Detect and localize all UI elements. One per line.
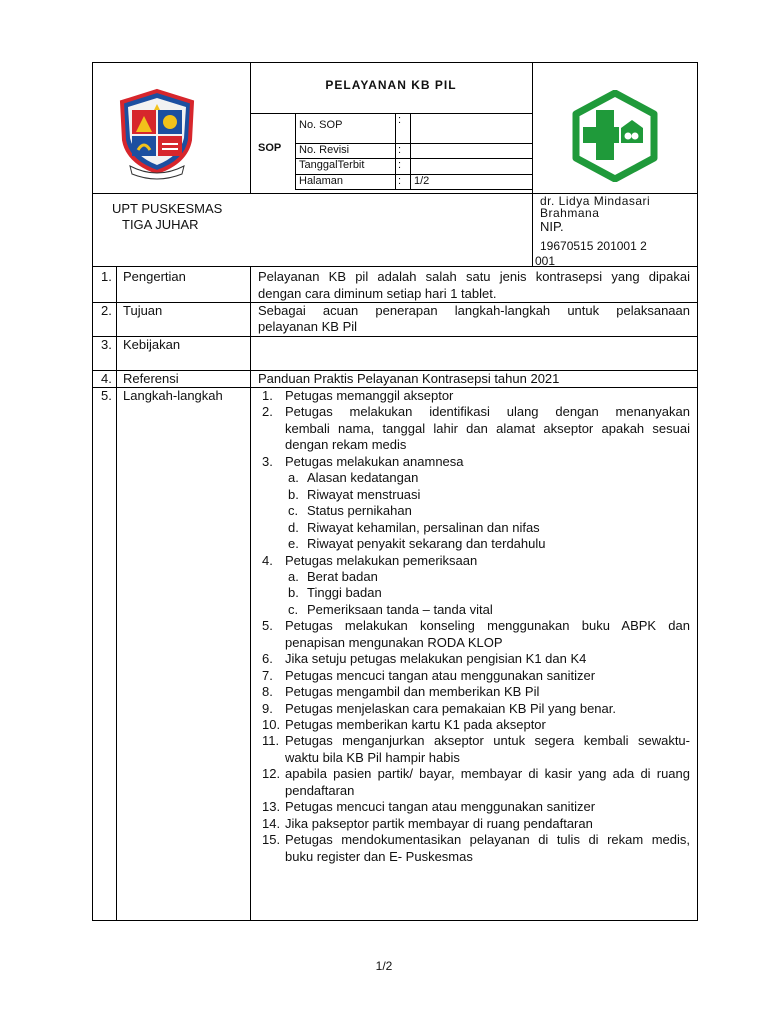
step-number: 13. — [262, 799, 281, 815]
meta-label-no-revisi: No. Revisi — [299, 144, 350, 156]
org-name-line1: UPT PUSKESMAS — [112, 201, 223, 216]
step-number: 7. — [262, 667, 273, 683]
step-number: 12. — [262, 766, 281, 782]
meta-label-halaman: Halaman — [299, 175, 344, 187]
section-label-referensi: Referensi — [123, 371, 179, 386]
step-number: 11. — [262, 733, 280, 749]
pengertian-text-line1: Pelayanan KB pil adalah salah satu jenis kontrasepsi yang dipakai — [258, 269, 690, 284]
tujuan-text-line2: pelayanan KB Pil — [258, 319, 358, 334]
section-label-pengertian: Pengertian — [123, 269, 186, 284]
sub-step-letter: a. — [288, 568, 299, 584]
signatory-nip-label: NIP. — [540, 219, 564, 234]
signatory-name-line2: Brahmana — [540, 206, 600, 220]
step-text: Petugas mengambil dan memberikan KB Pil — [285, 684, 540, 700]
sub-step-text: Riwayat penyakit sekarang dan terdahulu — [307, 536, 546, 552]
step-text: Petugas menganjurkan akseptor untuk segera kembali sewaktu- — [285, 733, 690, 749]
section-number: 2. — [101, 303, 112, 318]
step-text: Petugas melakukan identifikasi ulang dengan menanyakan — [285, 404, 690, 420]
step-text: Petugas memanggil akseptor — [285, 388, 454, 403]
section-number: 5. — [101, 388, 112, 403]
step-number: 10. — [262, 717, 281, 732]
step-text: Petugas melakukan anamnesa — [285, 453, 464, 469]
sub-step-letter: a. — [288, 470, 299, 486]
sop-label: SOP — [258, 142, 282, 154]
step-text: apabila pasien partik/ bayar, membayar di kasir yang ada di ruang — [285, 766, 690, 782]
step-number: 3. — [262, 453, 273, 469]
meta-sep-no-sop: : — [398, 114, 402, 126]
step-number: 5. — [262, 618, 273, 634]
section-label-kebijakan: Kebijakan — [123, 337, 181, 352]
section-number: 1. — [101, 269, 112, 284]
regency-emblem-icon — [116, 88, 198, 180]
section-label-tujuan: Tujuan — [123, 303, 163, 318]
sub-step-letter: b. — [288, 486, 299, 502]
meta-label-tanggal-terbit: TanggalTerbit — [299, 159, 365, 171]
step-text: Petugas mencuci tangan atau menggunakan sanitizer — [285, 799, 596, 815]
section-number: 4. — [101, 371, 112, 386]
step-text: penapisan mengunakan RODA KLOP — [285, 634, 503, 650]
meta-value-halaman: 1/2 — [414, 175, 430, 187]
meta-sep-halaman: : — [398, 175, 402, 187]
signatory-nip-line2: 001 — [535, 254, 556, 268]
meta-label-no-sop: No. SOP — [299, 119, 343, 131]
step-number: 8. — [262, 684, 273, 700]
signatory-name-line1: dr. Lidya Mindasari — [540, 194, 651, 208]
step-text: kembali nama, tanggal lahir dan alamat akseptor apakah sesuai — [285, 420, 690, 436]
step-text: dengan rekam medis — [285, 437, 407, 453]
sub-step-text: Status pernikahan — [307, 503, 412, 519]
step-number: 4. — [262, 552, 273, 568]
puskesmas-logo-icon — [569, 90, 661, 182]
section-label-langkah: Langkah-langkah — [123, 388, 223, 403]
referensi-text: Panduan Praktis Pelayanan Kontrasepsi tahun 2021 — [258, 371, 560, 386]
step-text: Petugas mendokumentasikan pelayanan di tulis di rekam medis, — [285, 832, 690, 848]
sub-step-text: Alasan kedatangan — [307, 470, 419, 486]
org-name-line2: TIGA JUHAR — [122, 217, 199, 232]
step-text: Petugas mencuci tangan atau menggunakan sanitizer — [285, 667, 596, 683]
step-text: Petugas melakukan konseling menggunakan buku ABPK dan — [285, 618, 690, 634]
signatory-nip-line1: 19670515 201001 2 — [540, 239, 647, 253]
step-text: pendaftaran — [285, 782, 355, 798]
step-text: Jika setuju petugas melakukan pengisian K1 dan K4 — [285, 651, 587, 667]
step-number: 2. — [262, 404, 273, 420]
tujuan-text-line1: Sebagai acuan penerapan langkah-langkah untuk pelaksanaan — [258, 303, 690, 318]
sub-step-letter: d. — [288, 519, 299, 535]
sub-step-text: Pemeriksaan tanda – tanda vital — [307, 601, 493, 617]
pengertian-text-line2: dengan cara diminum setiap hari 1 tablet. — [258, 286, 497, 301]
sub-step-text: Berat badan — [307, 568, 378, 584]
step-text: waktu bila KB Pil hampir habis — [285, 749, 460, 765]
step-number: 6. — [262, 651, 273, 667]
sub-step-letter: c. — [288, 601, 299, 617]
step-text: Petugas menjelaskan cara pemakaian KB Pil yang benar. — [285, 700, 616, 716]
sub-step-letter: c. — [288, 503, 299, 519]
step-text: Petugas melakukan pemeriksaan — [285, 552, 478, 568]
meta-sep-tanggal-terbit: : — [398, 159, 402, 171]
sub-step-letter: b. — [288, 585, 299, 601]
sub-step-text: Tinggi badan — [307, 585, 382, 601]
sub-step-letter: e. — [288, 536, 299, 552]
meta-sep-no-revisi: : — [398, 144, 402, 156]
step-text: Petugas memberikan kartu K1 pada akseptor — [285, 717, 546, 732]
step-number: 14. — [262, 815, 281, 831]
document-title: PELAYANAN KB PIL — [325, 78, 457, 92]
step-text: Jika pakseptor partik membayar di ruang pendaftaran — [285, 815, 593, 831]
section-number: 3. — [101, 337, 112, 352]
page-number: 1/2 — [375, 959, 393, 973]
sub-step-text: Riwayat menstruasi — [307, 486, 421, 502]
step-number: 15. — [262, 832, 281, 848]
step-number: 9. — [262, 700, 273, 716]
sub-step-text: Riwayat kehamilan, persalinan dan nifas — [307, 519, 540, 535]
step-number: 1. — [262, 388, 273, 403]
step-text: buku register dan E- Puskesmas — [285, 848, 473, 864]
